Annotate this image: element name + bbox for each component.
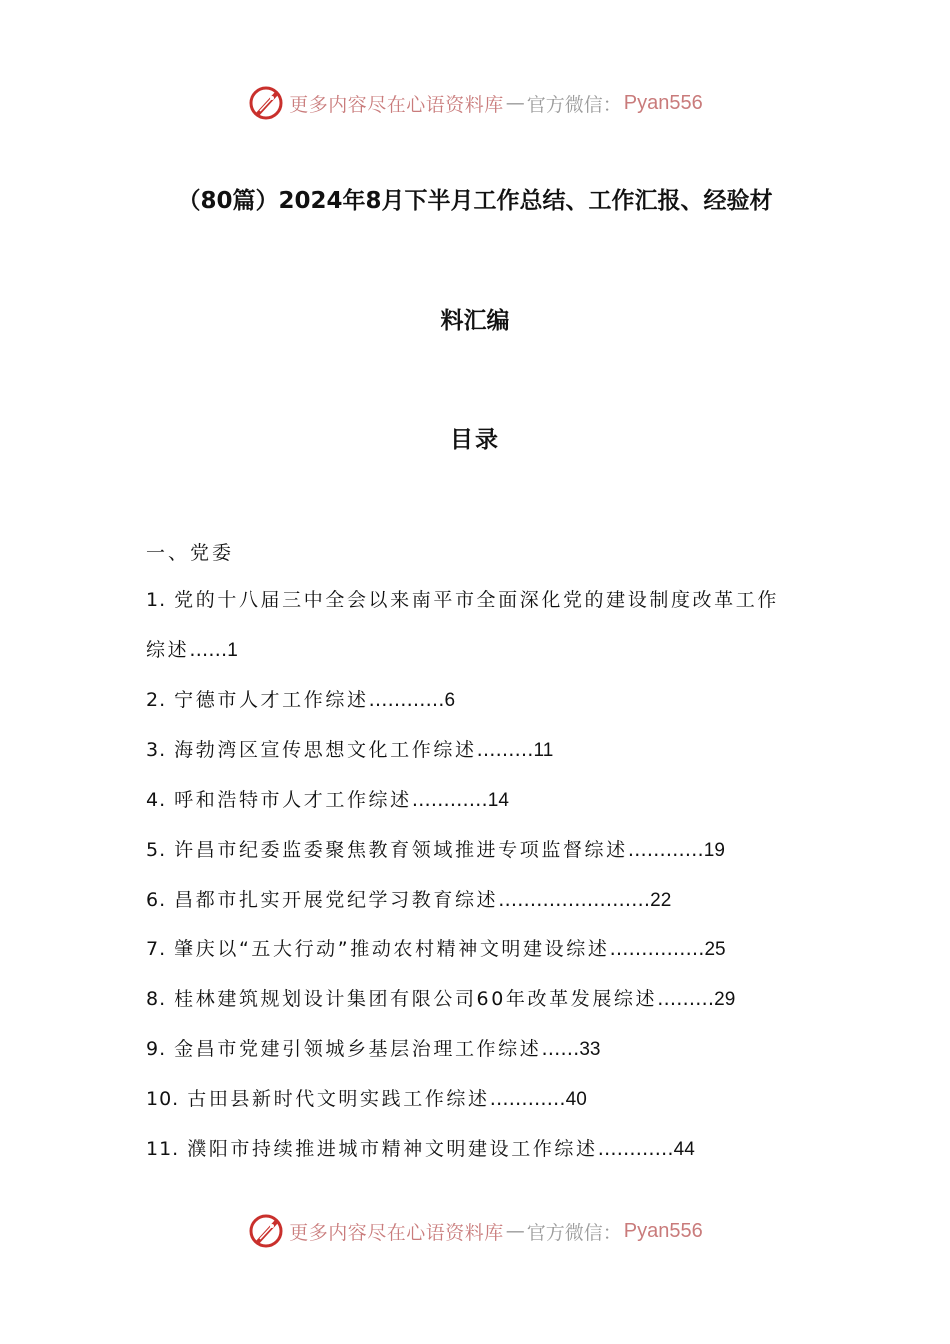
toc-item-page: 22 xyxy=(650,890,672,911)
toc-section-title: 一、党委 xyxy=(146,542,235,564)
toc-item-page: 11 xyxy=(533,740,554,761)
toc-item-continuation[interactable] xyxy=(146,638,238,663)
toc-item-number: 3. xyxy=(146,739,167,761)
banner-wechat-label: 官方微信： xyxy=(526,1221,622,1244)
toc-item[interactable] xyxy=(146,738,553,763)
toc-item-page: 40 xyxy=(565,1089,587,1110)
toc-item[interactable] xyxy=(146,937,726,962)
toc-item-leader: ……… xyxy=(476,739,534,761)
toc-item-title: 肇庆以“五大行动”推动农村精神文明建设综述 xyxy=(174,938,610,960)
toc-item-number: 6. xyxy=(146,889,167,911)
toc-item[interactable] xyxy=(146,788,509,813)
toc-item-number: 4. xyxy=(146,789,167,811)
toc-item-title: 昌都市扎实开展党纪学习教育综述 xyxy=(174,889,499,911)
toc-item-title: 古田县新时代文明实践工作综述 xyxy=(187,1088,490,1110)
toc-item-number: 5. xyxy=(146,839,167,861)
banner-text: 更多内容尽在心语资料库 xyxy=(289,1221,504,1244)
toc-item-leader: ………… xyxy=(627,839,704,861)
bottom-banner xyxy=(0,1209,950,1253)
banner-wechat-id: Pyan556 xyxy=(623,91,703,114)
toc-item-number: 2. xyxy=(146,689,167,711)
toc-item-page: 29 xyxy=(714,989,736,1010)
toc-item-title: 许昌市纪委监委聚焦教育领域推进专项监督综述 xyxy=(174,839,628,861)
toc-item-title-continuation: 综述 xyxy=(146,639,190,661)
top-banner xyxy=(0,81,950,125)
toc-item-leader: ………… xyxy=(489,1088,566,1110)
toc-item-leader: …………………… xyxy=(498,889,651,911)
toc-item-leader: ………… xyxy=(411,789,488,811)
toc-item-title: 桂林建筑规划设计集团有限公司60年改革发展综述 xyxy=(174,988,658,1010)
toc-heading: 目录 xyxy=(450,427,500,453)
toc-item-number: 1. xyxy=(146,589,167,611)
quill-logo-icon xyxy=(247,1212,285,1250)
toc-item[interactable] xyxy=(146,987,735,1012)
toc-item[interactable] xyxy=(146,1037,600,1062)
toc-item[interactable] xyxy=(146,688,455,713)
toc-item-number: 7. xyxy=(146,938,167,960)
banner-separator: — xyxy=(505,92,525,114)
toc-item[interactable] xyxy=(146,888,671,913)
toc-item-page: 6 xyxy=(444,690,456,711)
toc-item-page: 33 xyxy=(579,1039,601,1060)
toc-item-page: 44 xyxy=(673,1139,695,1160)
toc-item-leader: …… xyxy=(189,639,228,661)
toc-item[interactable] xyxy=(146,1087,587,1112)
toc-item-page: 19 xyxy=(703,840,725,861)
toc-item[interactable] xyxy=(146,838,725,863)
banner-separator: — xyxy=(505,1220,525,1242)
toc-item-title: 呼和浩特市人才工作综述 xyxy=(174,789,412,811)
banner-text: 更多内容尽在心语资料库 xyxy=(289,93,504,116)
toc-item-title: 濮阳市持续推进城市精神文明建设工作综述 xyxy=(187,1138,598,1160)
toc-item-title: 宁德市人才工作综述 xyxy=(174,689,369,711)
toc-item-leader: …… xyxy=(541,1038,580,1060)
banner-wechat-id: Pyan556 xyxy=(623,1219,703,1242)
toc-item-number: 9. xyxy=(146,1038,167,1060)
toc-item-title: 党的十八届三中全会以来南平市全面深化党的建设制度改革工作 xyxy=(174,589,779,611)
toc-item-leader: …………… xyxy=(609,938,705,960)
toc-item-title: 海勃湾区宣传思想文化工作综述 xyxy=(174,739,477,761)
toc-item-leader: ………… xyxy=(368,689,445,711)
toc-item-title: 金昌市党建引领城乡基层治理工作综述 xyxy=(174,1038,542,1060)
toc-item-leader: ……… xyxy=(657,988,715,1010)
toc-item[interactable] xyxy=(146,1137,695,1162)
document-title-line-2: 料汇编 xyxy=(440,308,510,334)
toc-item-number: 10. xyxy=(146,1088,180,1110)
toc-item[interactable] xyxy=(146,588,779,612)
toc-item-page: 1 xyxy=(227,640,238,661)
toc-item-page: 25 xyxy=(704,939,726,960)
toc-item-leader: ………… xyxy=(597,1138,674,1160)
document-title-line-1: （80篇）2024年8月下半月工作总结、工作汇报、经验材 xyxy=(177,188,773,214)
toc-item-number: 11. xyxy=(146,1138,180,1160)
quill-logo-icon xyxy=(247,84,285,122)
toc-item-number: 8. xyxy=(146,988,167,1010)
banner-wechat-label: 官方微信： xyxy=(526,93,622,116)
toc-item-page: 14 xyxy=(487,790,509,811)
